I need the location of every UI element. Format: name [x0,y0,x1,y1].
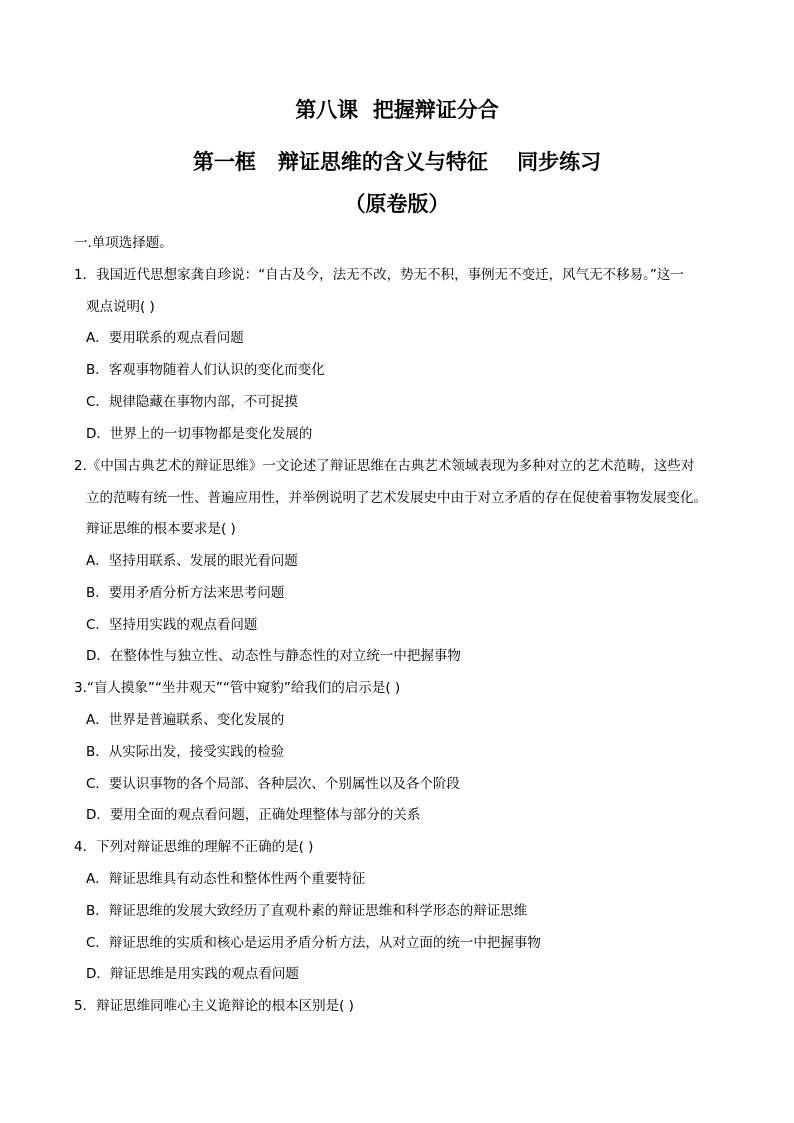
question-4-option-b: B．辩证思维的发展大致经历了直观朴素的辩证思维和科学形态的辩证思维 [86,903,528,919]
question-1-stem-line-1: 1．我国近代思想家龚自珍说：“自古及今，法无不改，势无不积，事例无不变迁，风气无不移易。”这一 [74,267,684,283]
lesson-title: 第八课 把握辩证分合 [295,97,499,122]
version-label: （原卷版） [344,191,450,216]
section-heading: 一.单项选择题。 [74,235,173,251]
question-2-stem-line-1: 2.《中国古典艺术的辩证思维》一文论述了辩证思维在古典艺术领域表现为多种对立的艺术范畴，这些对 [74,458,695,474]
question-2-option-d: D．在整体性与独立性、动态性与静态性的对立统一中把握事物 [86,648,461,664]
question-4-option-c: C．辩证思维的实质和核心是运用矛盾分析方法，从对立面的统一中把握事物 [86,935,541,951]
question-1-option-d: D．世界上的一切事物都是变化发展的 [86,426,313,442]
question-3-stem-line-1: 3.“盲人摸象”“坐井观天”“管中窥豹”给我们的启示是( ) [74,680,401,696]
question-3-option-d: D．要用全面的观点看问题，正确处理整体与部分的关系 [86,807,421,823]
question-1-option-b: B．客观事物随着人们认识的变化而变化 [86,362,325,378]
question-3-option-c: C．要认识事物的各个局部、各种层次、个别属性以及各个阶段 [86,776,460,792]
question-1-stem-line-2: 观点说明( ) [86,299,155,315]
question-2-option-a: A．坚持用联系、发展的眼光看问题 [86,553,298,569]
question-3-option-a: A．世界是普遍联系、变化发展的 [86,712,285,728]
question-1-option-a: A．要用联系的观点看问题 [86,330,244,346]
question-1-option-c: C．规律隐藏在事物内部，不可捉摸 [86,394,298,410]
question-2-stem-line-3: 辩证思维的根本要求是( ) [86,521,236,537]
question-4-option-a: A．辩证思维具有动态性和整体性两个重要特征 [86,871,366,887]
question-2-option-b: B．要用矛盾分析方法来思考问题 [86,585,285,601]
question-5-stem-line-1: 5．辩证思维同唯心主义诡辩论的根本区别是( ) [74,998,354,1014]
question-4-stem-line-1: 4．下列对辩证思维的理解不正确的是( ) [74,839,314,855]
lesson-subtitle: 第一框 辩证思维的含义与特征 同步练习 [192,149,602,174]
question-3-option-b: B．从实际出发，接受实践的检验 [86,744,285,760]
question-4-option-d: D．辩证思维是用实践的观点看问题 [86,966,299,982]
question-2-stem-line-2: 立的范畴有统一性、普遍应用性，并举例说明了艺术发展史中由于对立矛盾的存在促使着事物发展变化。 [86,490,707,506]
question-2-option-c: C．坚持用实践的观点看问题 [86,617,258,633]
